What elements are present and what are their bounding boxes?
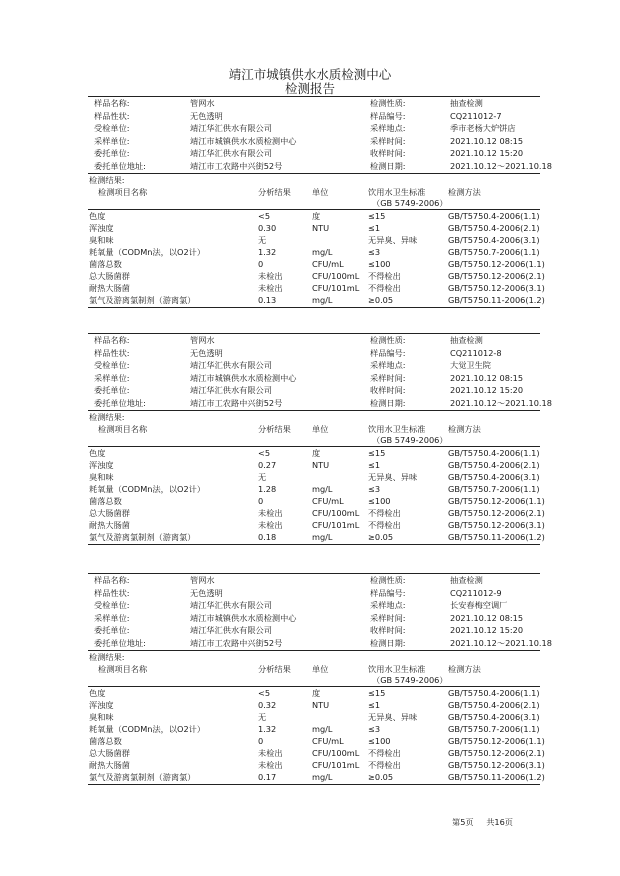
cell-unit: 度 — [312, 210, 321, 221]
cell-result: 无 — [258, 711, 267, 722]
cell-item: 色度 — [89, 210, 106, 221]
cell-item: 色度 — [89, 687, 106, 698]
cell-item: 总大肠菌群 — [89, 507, 130, 518]
cell-standard: ≤3 — [368, 483, 381, 494]
col-standard-header: 饮用水卫生标准 — [368, 663, 426, 674]
sample-name-label: 样品名称: — [94, 98, 130, 108]
cell-standard: ≤1 — [368, 459, 381, 470]
info-row — [88, 110, 540, 123]
col-method-header: 检测方法 — [448, 186, 481, 197]
cell-method: GB/T5750.7-2006(1.1) — [448, 246, 540, 257]
sampling-unit-label: 采样单位: — [94, 612, 130, 623]
cell-standard: ≤3 — [368, 246, 381, 257]
cell-method: GB/T5750.12-2006(3.1) — [448, 282, 545, 293]
client-unit-label: 受检单位: — [94, 600, 130, 611]
cell-unit: CFU/mL — [312, 495, 344, 506]
cell-standard: 不得检出 — [368, 759, 401, 770]
cell-result: 0.13 — [258, 294, 277, 305]
sample-name-value: 管网水 — [190, 575, 215, 585]
sample-nature-value: 无色透明 — [190, 110, 223, 121]
cell-method: GB/T5750.11-2006(1.2) — [448, 771, 545, 782]
sampling-time-label: 采样时间: — [370, 612, 406, 623]
col-item-header: 检测项目名称 — [98, 423, 148, 434]
cell-result: 无 — [258, 234, 267, 245]
cell-result: 未检出 — [258, 519, 283, 530]
cell-method: GB/T5750.12-2006(2.1) — [448, 270, 545, 281]
cell-standard: 无异臭、异味 — [368, 234, 418, 245]
entrust-unit-label: 委托单位: — [94, 148, 130, 159]
sampling-unit-value: 靖江市城镇供水水质检测中心 — [190, 372, 297, 383]
client-unit-value: 靖江华汇供水有限公司 — [190, 600, 272, 611]
cell-item: 臭和味 — [89, 234, 114, 245]
cell-item: 总大肠菌群 — [89, 270, 130, 281]
info-row — [88, 587, 540, 600]
cell-result: 未检出 — [258, 282, 283, 293]
client-unit-value: 靖江华汇供水有限公司 — [190, 123, 272, 134]
cell-standard: 无异臭、异味 — [368, 711, 418, 722]
cell-result: 未检出 — [258, 270, 283, 281]
cell-result: 未检出 — [258, 759, 283, 770]
test-date-value: 2021.10.12～2021.10.18 — [450, 638, 552, 648]
cell-method: GB/T5750.4-2006(2.1) — [448, 222, 540, 233]
table-row — [88, 294, 545, 307]
test-nature-label: 检测性质: — [370, 335, 406, 345]
col-result-header: 分析结果 — [258, 186, 291, 197]
cell-result: 1.32 — [258, 246, 277, 257]
sampling-site-value: 大觉卫生院 — [450, 360, 491, 371]
info-row — [88, 574, 540, 587]
cell-method: GB/T5750.12-2006(2.1) — [448, 507, 545, 518]
sample-no-label: 样品编号: — [370, 110, 406, 121]
cell-result: 0 — [258, 258, 264, 269]
info-row — [88, 372, 540, 385]
receive-time-label: 收样时间: — [370, 385, 406, 396]
cell-standard: ≤15 — [368, 687, 386, 698]
cell-unit: mg/L — [312, 294, 333, 305]
cell-unit: CFU/100mL — [312, 507, 360, 518]
cell-method: GB/T5750.4-2006(1.1) — [448, 687, 540, 698]
sampling-site-label: 采样地点: — [370, 123, 406, 134]
info-row — [88, 637, 552, 650]
sample-name-label: 样品名称: — [94, 335, 130, 345]
cell-unit: CFU/mL — [312, 258, 344, 269]
cell-unit: 度 — [312, 687, 321, 698]
cell-unit: CFU/101mL — [312, 282, 360, 293]
cell-result: 1.32 — [258, 723, 277, 734]
cell-standard: 不得检出 — [368, 270, 401, 281]
sampling-time-label: 采样时间: — [370, 372, 406, 383]
cell-unit: mg/L — [312, 531, 333, 542]
cell-item: 耐热大肠菌 — [89, 519, 130, 530]
page-footer — [452, 817, 523, 828]
cell-method: GB/T5750.4-2006(2.1) — [448, 459, 540, 470]
sampling-site-label: 采样地点: — [370, 600, 406, 611]
cell-result: 0.18 — [258, 531, 277, 542]
info-row — [88, 624, 540, 637]
info-row — [88, 347, 540, 360]
entrust-address-label: 委托单位地址: — [94, 638, 146, 648]
table-row — [88, 771, 545, 784]
sampling-unit-label: 采样单位: — [94, 135, 130, 146]
cell-item: 浑浊度 — [89, 699, 114, 710]
cell-result: 0.27 — [258, 459, 277, 470]
cell-result: 未检出 — [258, 507, 283, 518]
cell-item: 臭和味 — [89, 711, 114, 722]
cell-result: 0.30 — [258, 222, 277, 233]
entrust-address-label: 委托单位地址: — [94, 161, 146, 171]
divider-line — [88, 784, 540, 785]
client-unit-label: 受检单位: — [94, 123, 130, 134]
cell-standard: ≤100 — [368, 495, 391, 506]
col-standard-header: 饮用水卫生标准 — [368, 423, 426, 434]
results-label: 检测结果: — [89, 174, 125, 185]
cell-standard: ≤15 — [368, 210, 386, 221]
cell-unit: mg/L — [312, 483, 333, 494]
col-standard-subheader: （GB 5749-2006） — [372, 674, 448, 685]
info-row — [88, 384, 540, 397]
info-row — [88, 135, 540, 148]
info-row — [88, 97, 540, 110]
cell-unit: CFU/100mL — [312, 270, 360, 281]
cell-method: GB/T5750.4-2006(3.1) — [448, 234, 540, 245]
cell-standard: 不得检出 — [368, 282, 401, 293]
sampling-time-value: 2021.10.12 08:15 — [450, 612, 524, 623]
cell-unit: NTU — [312, 699, 330, 710]
org-title: 靖江市城镇供水水质检测中心 — [228, 67, 392, 82]
sampling-unit-label: 采样单位: — [94, 372, 130, 383]
entrust-unit-value: 靖江华汇供水有限公司 — [190, 385, 272, 396]
cell-item: 耗氧量（CODMn法，以O2计） — [89, 723, 206, 734]
test-date-value: 2021.10.12～2021.10.18 — [450, 161, 552, 171]
cell-item: 耐热大肠菌 — [89, 282, 130, 293]
divider-line — [88, 544, 540, 545]
table-row — [88, 531, 545, 544]
page-total: 共16页 — [486, 817, 513, 827]
col-item-header: 检测项目名称 — [98, 663, 148, 674]
sample-nature-label: 样品性状: — [94, 110, 130, 121]
test-date-label: 检测日期: — [370, 638, 406, 648]
sample-nature-value: 无色透明 — [190, 347, 223, 358]
test-nature-value: 抽查检测 — [450, 575, 483, 585]
info-row — [88, 122, 540, 135]
test-date-label: 检测日期: — [370, 161, 406, 171]
test-date-value: 2021.10.12～2021.10.18 — [450, 398, 552, 408]
entrust-address-label: 委托单位地址: — [94, 398, 146, 408]
cell-unit: CFU/101mL — [312, 759, 360, 770]
cell-item: 臭和味 — [89, 471, 114, 482]
cell-standard: ≤3 — [368, 723, 381, 734]
results-label: 检测结果: — [89, 411, 125, 422]
cell-standard: 不得检出 — [368, 747, 401, 758]
cell-item: 菌落总数 — [89, 495, 122, 506]
cell-unit: NTU — [312, 459, 330, 470]
cell-result: <5 — [258, 210, 271, 221]
col-unit-header: 单位 — [312, 423, 329, 434]
info-row — [88, 147, 540, 160]
cell-item: 耐热大肠菌 — [89, 759, 130, 770]
entrust-unit-value: 靖江华汇供水有限公司 — [190, 625, 272, 636]
info-row — [88, 612, 540, 625]
cell-method: GB/T5750.12-2006(2.1) — [448, 747, 545, 758]
cell-result: 无 — [258, 471, 267, 482]
cell-result: <5 — [258, 447, 271, 458]
cell-method: GB/T5750.12-2006(1.1) — [448, 495, 545, 506]
divider-line — [88, 307, 540, 308]
sample-name-value: 管网水 — [190, 335, 215, 345]
cell-item: 浑浊度 — [89, 222, 114, 233]
sample-nature-label: 样品性状: — [94, 347, 130, 358]
sampling-site-value: 长安春梅空调厂 — [450, 600, 508, 611]
cell-unit: 度 — [312, 447, 321, 458]
receive-time-label: 收样时间: — [370, 625, 406, 636]
info-row — [88, 397, 552, 410]
cell-unit: NTU — [312, 222, 330, 233]
sampling-unit-value: 靖江市城镇供水水质检测中心 — [190, 612, 297, 623]
cell-result: 0.17 — [258, 771, 277, 782]
cell-item: 耗氧量（CODMn法，以O2计） — [89, 483, 206, 494]
sampling-site-label: 采样地点: — [370, 360, 406, 371]
entrust-address-value: 靖江市工农路中兴街52号 — [190, 398, 283, 408]
receive-time-value: 2021.10.12 15:20 — [450, 625, 524, 636]
cell-standard: ≤100 — [368, 735, 391, 746]
cell-standard: 不得检出 — [368, 519, 401, 530]
sampling-site-value: 季市老杨大炉饼店 — [450, 123, 516, 134]
cell-standard: ≤1 — [368, 699, 381, 710]
cell-unit: CFU/100mL — [312, 747, 360, 758]
page-number: 第5页 — [452, 817, 474, 827]
col-result-header: 分析结果 — [258, 423, 291, 434]
sample-no-label: 样品编号: — [370, 587, 406, 598]
cell-standard: ≥0.05 — [368, 294, 394, 305]
sample-nature-label: 样品性状: — [94, 587, 130, 598]
cell-item: 菌落总数 — [89, 258, 122, 269]
entrust-unit-label: 委托单位: — [94, 385, 130, 396]
cell-unit: CFU/mL — [312, 735, 344, 746]
receive-time-label: 收样时间: — [370, 148, 406, 159]
info-row — [88, 160, 552, 173]
cell-item: 色度 — [89, 447, 106, 458]
cell-method: GB/T5750.7-2006(1.1) — [448, 723, 540, 734]
cell-item: 氯气及游离氯制剂（游离氯） — [89, 771, 196, 782]
cell-standard: ≤15 — [368, 447, 386, 458]
info-row — [88, 359, 540, 372]
cell-method: GB/T5750.11-2006(1.2) — [448, 294, 545, 305]
cell-standard: ≥0.05 — [368, 771, 394, 782]
cell-method: GB/T5750.12-2006(1.1) — [448, 735, 545, 746]
cell-result: <5 — [258, 687, 271, 698]
test-nature-value: 抽查检测 — [450, 98, 483, 108]
cell-standard: 无异臭、异味 — [368, 471, 418, 482]
receive-time-value: 2021.10.12 15:20 — [450, 148, 524, 159]
sampling-time-value: 2021.10.12 08:15 — [450, 372, 524, 383]
cell-item: 总大肠菌群 — [89, 747, 130, 758]
cell-method: GB/T5750.4-2006(2.1) — [448, 699, 540, 710]
cell-result: 0 — [258, 495, 264, 506]
entrust-unit-value: 靖江华汇供水有限公司 — [190, 148, 272, 159]
sample-name-value: 管网水 — [190, 98, 215, 108]
test-nature-label: 检测性质: — [370, 98, 406, 108]
col-standard-header: 饮用水卫生标准 — [368, 186, 426, 197]
col-method-header: 检测方法 — [448, 663, 481, 674]
sample-no-label: 样品编号: — [370, 347, 406, 358]
cell-item: 耗氧量（CODMn法，以O2计） — [89, 246, 206, 257]
cell-unit: CFU/101mL — [312, 519, 360, 530]
cell-standard: 不得检出 — [368, 507, 401, 518]
cell-result: 0 — [258, 735, 264, 746]
cell-result: 0.32 — [258, 699, 277, 710]
sample-name-label: 样品名称: — [94, 575, 130, 585]
test-date-label: 检测日期: — [370, 398, 406, 408]
cell-method: GB/T5750.4-2006(3.1) — [448, 471, 540, 482]
receive-time-value: 2021.10.12 15:20 — [450, 385, 524, 396]
cell-result: 未检出 — [258, 747, 283, 758]
info-row — [88, 599, 540, 612]
entrust-address-value: 靖江市工农路中兴街52号 — [190, 638, 283, 648]
client-unit-value: 靖江华汇供水有限公司 — [190, 360, 272, 371]
doc-title: 检测报告 — [284, 81, 335, 96]
col-standard-subheader: （GB 5749-2006） — [372, 197, 448, 208]
test-nature-label: 检测性质: — [370, 575, 406, 585]
cell-unit: mg/L — [312, 723, 333, 734]
cell-method: GB/T5750.4-2006(3.1) — [448, 711, 540, 722]
cell-unit: mg/L — [312, 246, 333, 257]
cell-standard: ≤100 — [368, 258, 391, 269]
col-method-header: 检测方法 — [448, 423, 481, 434]
sample-no-value: CQ211012-8 — [450, 347, 502, 358]
cell-unit: mg/L — [312, 771, 333, 782]
sampling-time-value: 2021.10.12 08:15 — [450, 135, 524, 146]
cell-result: 1.28 — [258, 483, 277, 494]
col-result-header: 分析结果 — [258, 663, 291, 674]
cell-method: GB/T5750.4-2006(1.1) — [448, 210, 540, 221]
sampling-unit-value: 靖江市城镇供水水质检测中心 — [190, 135, 297, 146]
col-unit-header: 单位 — [312, 663, 329, 674]
cell-method: GB/T5750.12-2006(1.1) — [448, 258, 545, 269]
cell-item: 氯气及游离氯制剂（游离氯） — [89, 531, 196, 542]
sample-nature-value: 无色透明 — [190, 587, 223, 598]
cell-method: GB/T5750.12-2006(3.1) — [448, 519, 545, 530]
cell-standard: ≤1 — [368, 222, 381, 233]
col-unit-header: 单位 — [312, 186, 329, 197]
results-label: 检测结果: — [89, 651, 125, 662]
cell-method: GB/T5750.11-2006(1.2) — [448, 531, 545, 542]
cell-item: 浑浊度 — [89, 459, 114, 470]
col-standard-subheader: （GB 5749-2006） — [372, 434, 448, 445]
sampling-time-label: 采样时间: — [370, 135, 406, 146]
col-item-header: 检测项目名称 — [98, 186, 148, 197]
cell-method: GB/T5750.7-2006(1.1) — [448, 483, 540, 494]
cell-item: 氯气及游离氯制剂（游离氯） — [89, 294, 196, 305]
cell-item: 菌落总数 — [89, 735, 122, 746]
info-row — [88, 334, 540, 347]
cell-standard: ≥0.05 — [368, 531, 394, 542]
entrust-address-value: 靖江市工农路中兴街52号 — [190, 161, 283, 171]
entrust-unit-label: 委托单位: — [94, 625, 130, 636]
sample-no-value: CQ211012-9 — [450, 587, 502, 598]
cell-method: GB/T5750.12-2006(3.1) — [448, 759, 545, 770]
sample-no-value: CQ211012-7 — [450, 110, 502, 121]
client-unit-label: 受检单位: — [94, 360, 130, 371]
test-nature-value: 抽查检测 — [450, 335, 483, 345]
cell-method: GB/T5750.4-2006(1.1) — [448, 447, 540, 458]
